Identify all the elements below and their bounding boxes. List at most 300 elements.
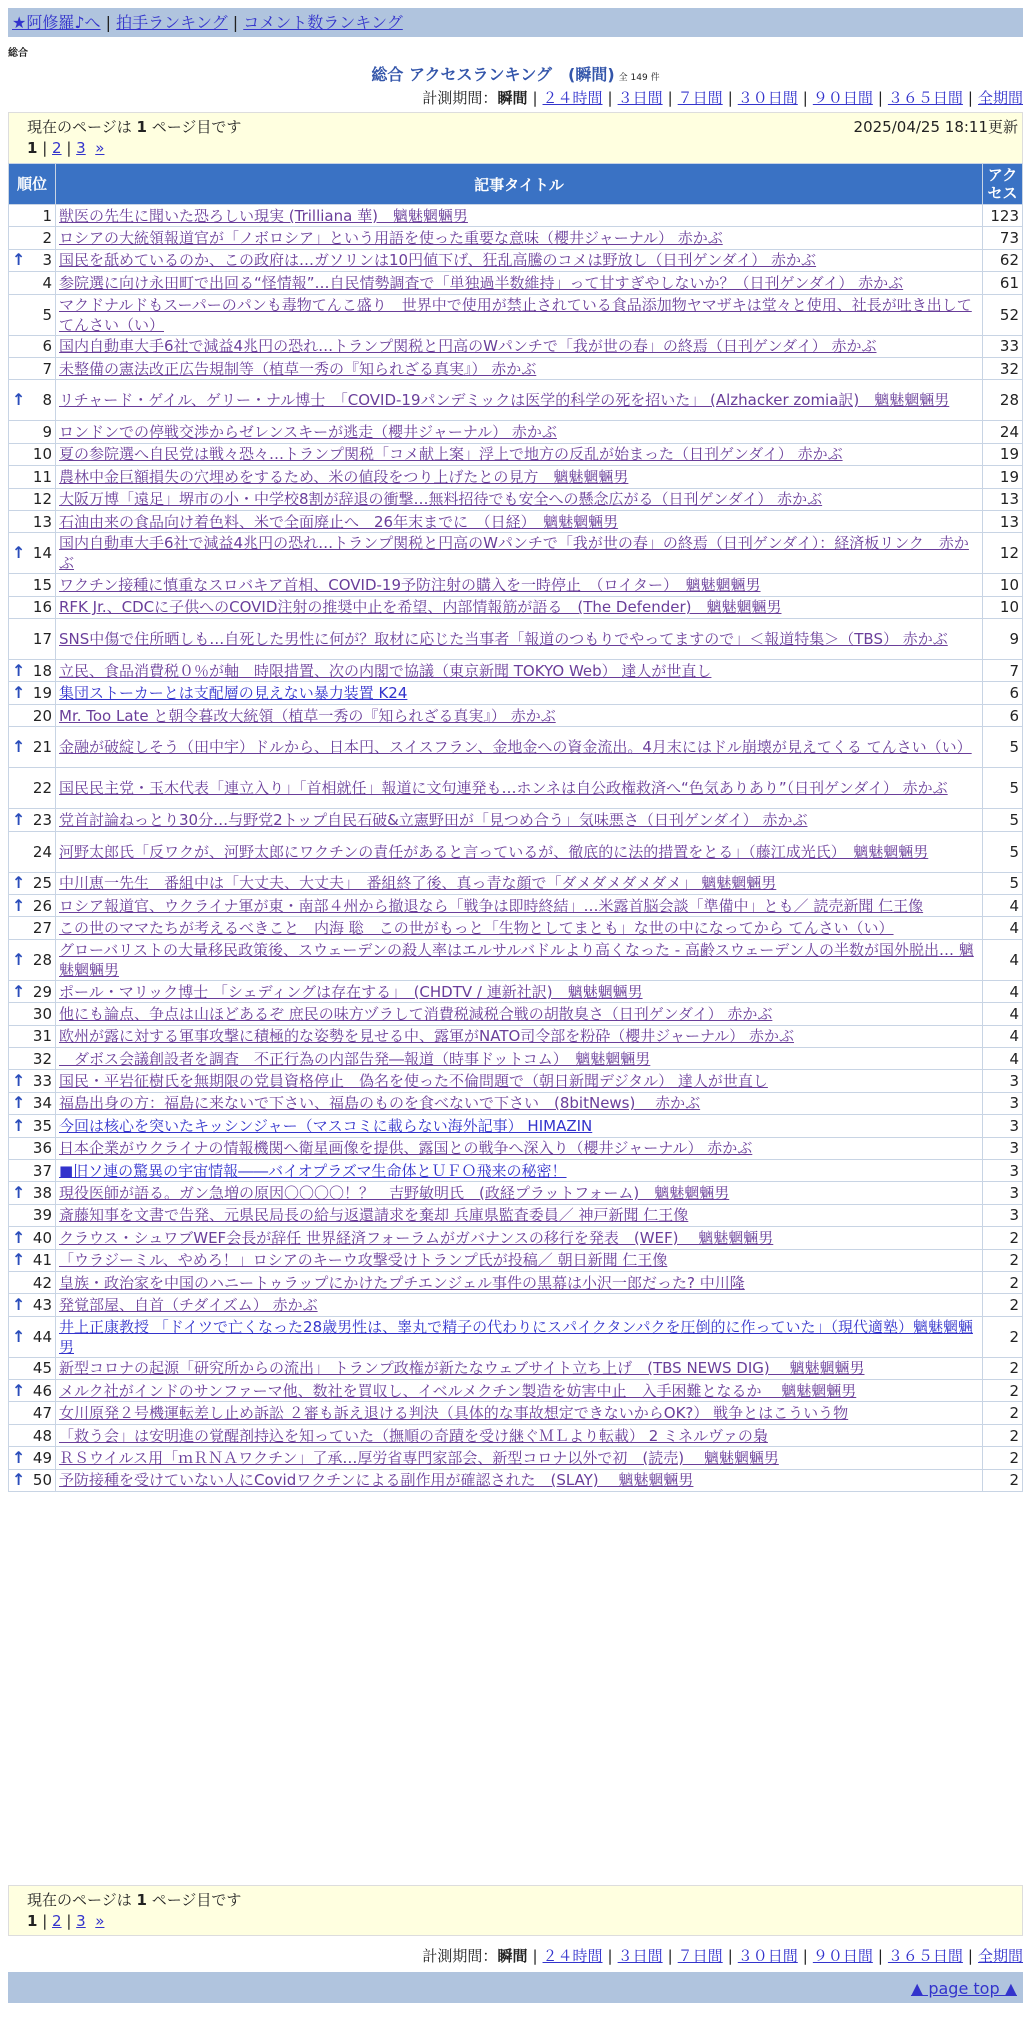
up-arrow-icon: ↑	[12, 949, 26, 969]
pager-link[interactable]: 3	[76, 139, 86, 157]
article-link[interactable]: 農林中金巨額損失の穴埋めをするため、米の値段をつり上げたとの見方 魑魅魍魎男	[59, 467, 629, 486]
access-count: 123	[983, 205, 1023, 227]
article-link[interactable]: 「救う会」は安明進の覚醒剤持込を知っていた（撫順の奇蹟を受け継ぐＭＬより転載） 2 ミネルヴァの梟	[59, 1426, 768, 1445]
up-arrow-icon: ↑	[12, 390, 26, 410]
access-count: 4	[983, 917, 1023, 939]
rank-number: 50	[32, 1471, 52, 1490]
table-row	[9, 249, 1023, 271]
title-cell	[56, 727, 983, 768]
table-row	[9, 872, 1023, 894]
rank-cell	[9, 1115, 56, 1137]
article-link[interactable]: 福島出身の方：福島に来ないで下さい、福島のものを食べないで下さい (8bitNews) 赤かぶ	[59, 1094, 701, 1113]
access-count: 4	[983, 1047, 1023, 1069]
pager-link[interactable]: 2	[52, 1912, 62, 1930]
title-cell	[56, 1025, 983, 1047]
table-row	[9, 205, 1023, 227]
table-row	[9, 488, 1023, 510]
rank-cell	[9, 1249, 56, 1271]
article-link[interactable]: ロンドンでの停戦交渉からゼレンスキーが逃走（櫻井ジャーナル） 赤かぶ	[59, 423, 557, 442]
rank-number: 8	[42, 391, 52, 410]
table-row	[9, 574, 1023, 596]
article-link[interactable]: 国内自動車大手6社で減益4兆円の恐れ…トランプ関税と円高のWパンチで「我が世の春」の終焉（日刊ゲンダイ） 赤かぶ	[59, 337, 877, 356]
period-separator: |	[607, 1947, 613, 1965]
title-cell	[56, 682, 983, 704]
rank-number: 32	[32, 1049, 52, 1068]
table-row	[9, 1047, 1023, 1069]
access-count: 2	[983, 1447, 1023, 1469]
title-cell	[56, 596, 983, 618]
access-count: 2	[983, 1380, 1023, 1402]
table-row	[9, 1115, 1023, 1137]
rank-cell	[9, 727, 56, 768]
up-arrow-icon: ↑	[12, 1071, 26, 1091]
period-separator: |	[877, 1947, 883, 1965]
article-link[interactable]: 大阪万博「遠足」堺市の小・中学校8割が辞退の衝撃…無料招待でも安全への懸念広がる（日刊ゲンダイ） 赤かぶ	[59, 490, 823, 509]
header-title: 記事タイトル	[56, 164, 983, 205]
table-row	[9, 809, 1023, 831]
table-row	[9, 1271, 1023, 1293]
rank-number: 45	[32, 1359, 52, 1378]
rank-number: 36	[32, 1139, 52, 1158]
up-arrow-icon: ↑	[12, 737, 26, 757]
pager-separator: |	[37, 139, 53, 157]
table-row	[9, 1249, 1023, 1271]
rank-cell	[9, 421, 56, 443]
article-link[interactable]: 予防接種を受けていない人にCovidワクチンによる副作用が確認された (SLAY) 魑魅魍魎男	[59, 1471, 694, 1490]
access-count: 19	[983, 466, 1023, 488]
nav-separator: |	[105, 13, 112, 32]
article-link[interactable]: 今回は核心を突いたキッシンジャー（マスコミに載らない海外記事） HIMAZIN	[59, 1116, 593, 1135]
title-cell	[56, 895, 983, 917]
rank-number: 33	[32, 1072, 52, 1091]
title-cell	[56, 917, 983, 939]
access-count: 3	[983, 1115, 1023, 1137]
article-link[interactable]: 国民を舐めているのか、この政府は…ガソリンは10円値下げ、狂乱高騰のコメは野放し（日刊ゲンダイ） 赤かぶ	[59, 251, 817, 270]
title-cell	[56, 1115, 983, 1137]
rank-number: 46	[32, 1381, 52, 1400]
period-option[interactable]: ３６５日間	[887, 89, 963, 107]
table-row	[9, 272, 1023, 294]
table-row	[9, 939, 1023, 980]
title-cell	[56, 1294, 983, 1316]
article-link[interactable]: 国内自動車大手6社で減益4兆円の恐れ…トランプ関税と円高のWパンチで「我が世の春」の終焉（日刊ゲンダイ）：経済板リンク 赤かぶ	[59, 534, 969, 573]
article-link[interactable]: ロシア報道官、ウクライナ軍が東・南部４州から撤退なら「戦争は即時終結」…米露首脳会談「準備中」とも／ 読売新聞 仁王像	[59, 896, 924, 915]
rank-number: 30	[32, 1004, 52, 1023]
rank-cell	[9, 574, 56, 596]
nav-link-asyura[interactable]: ★阿修羅♪へ	[12, 13, 101, 32]
period-separator: |	[667, 1947, 673, 1965]
access-count: 32	[983, 357, 1023, 379]
title-cell	[56, 619, 983, 660]
table-row	[9, 227, 1023, 249]
period-separator: |	[967, 89, 973, 107]
access-count: 24	[983, 421, 1023, 443]
access-count: 61	[983, 272, 1023, 294]
access-count: 73	[983, 227, 1023, 249]
article-link[interactable]: ＲＳウイルス用「ｍＲＮＡワクチン」了承…厚労省専門家部会、新型コロナ以外で初 (読売) 魑魅魍魎男	[59, 1448, 779, 1467]
access-count: 4	[983, 1025, 1023, 1047]
pager-link[interactable]: 2	[52, 139, 62, 157]
access-count: 2	[983, 1271, 1023, 1293]
pager-separator: |	[61, 1912, 77, 1930]
rank-cell	[9, 1070, 56, 1092]
up-arrow-icon: ↑	[12, 895, 26, 915]
rank-cell	[9, 1227, 56, 1249]
table-row	[9, 357, 1023, 379]
title-cell	[56, 205, 983, 227]
rank-number: 22	[32, 779, 52, 798]
access-count: 10	[983, 574, 1023, 596]
access-count: 10	[983, 596, 1023, 618]
title-cell	[56, 809, 983, 831]
title-cell	[56, 1380, 983, 1402]
article-link[interactable]: 他にも論点、争点は山ほどあるぞ 庶民の味方ヅラして消費税減税合戦の胡散臭さ（日刊ゲンダイ） 赤かぶ	[59, 1004, 773, 1023]
article-link[interactable]: 女川原発２号機運転差し止め訴訟 ２審も訴え退ける判決（具体的な事故想定できないからOK?） 戦争とはこういう物	[59, 1404, 849, 1423]
table-row	[9, 596, 1023, 618]
period-option[interactable]: ７日間	[677, 1947, 723, 1965]
article-link[interactable]: ロシアの大統領報道官が「ノボロシア」という用語を使った重要な意味（櫻井ジャーナル） 赤かぶ	[59, 229, 723, 248]
rank-cell	[9, 1469, 56, 1491]
period-separator: |	[607, 89, 613, 107]
article-link[interactable]: 未整備の憲法改正広告規制等（植草一秀の『知られざる真実』） 赤かぶ	[59, 359, 537, 378]
article-link[interactable]: クラウス・シュワブWEF会長が辞任 世界経済フォーラムがガバナンスの移行を発表 (WEF) 魑魅魍魎男	[59, 1228, 774, 1247]
title-cell	[56, 1070, 983, 1092]
article-link[interactable]: 発覚部屋、自首（チダイズム） 赤かぶ	[59, 1295, 318, 1314]
rank-number: 21	[32, 738, 52, 757]
rank-cell	[9, 619, 56, 660]
up-arrow-icon: ↑	[12, 1447, 26, 1467]
period-selector-top	[422, 87, 1023, 108]
article-link[interactable]: 獣医の先生に聞いた恐ろしい現実 (Trilliana 華) 魑魅魍魎男	[59, 206, 468, 225]
rank-cell	[9, 488, 56, 510]
title-cell	[56, 380, 983, 421]
period-option[interactable]: ３０日間	[737, 1947, 798, 1965]
pager-current: 1	[27, 139, 38, 157]
access-count: 6	[983, 704, 1023, 726]
rank-number: 13	[32, 512, 52, 531]
article-link[interactable]: ダボス会議創設者を調査 不正行為の内部告発―報道（時事ドットコム） 魑魅魍魎男	[59, 1049, 651, 1068]
table-row	[9, 1357, 1023, 1379]
table-row	[9, 466, 1023, 488]
title-cell	[56, 939, 983, 980]
access-count: 6	[983, 682, 1023, 704]
access-count: 3	[983, 1204, 1023, 1226]
rank-number: 43	[32, 1295, 52, 1314]
pager-current: 1	[27, 1912, 38, 1930]
table-row	[9, 1182, 1023, 1204]
article-link[interactable]: 夏の参院選へ自民党は戦々恐々…トランプ関税「コメ献上案」浮上で地方の反乱が始まった（日刊ゲンダイ） 赤かぶ	[59, 445, 843, 464]
article-link[interactable]: 集団ストーカーとは支配層の見えない暴力装置 K24	[59, 684, 408, 703]
period-option[interactable]: 全期間	[977, 1947, 1023, 1965]
table-row	[9, 1424, 1023, 1446]
period-option[interactable]: ３６５日間	[887, 1947, 963, 1965]
period-separator: |	[802, 89, 808, 107]
up-arrow-icon: ↑	[12, 1093, 26, 1113]
article-link[interactable]: 現役医師が語る。ガン急増の原因〇〇〇〇！？ 吉野敏明氏 (政経プラットフォーム) 魑魅魍魎男	[59, 1184, 730, 1203]
rank-number: 14	[32, 544, 52, 563]
total-count: 全 149 件	[618, 73, 660, 83]
rank-cell	[9, 917, 56, 939]
period-separator: |	[967, 1947, 973, 1965]
article-link[interactable]: 石油由来の食品向け着色料、米で全面廃止へ 26年末までに （日経） 魑魅魍魎男	[59, 512, 619, 531]
article-link[interactable]: 中川恵一先生 番組中は「大丈夫、大丈夫」 番組終了後、真っ青な顔で「ダメダメダメダメ」 魑魅魍魎男	[59, 874, 777, 893]
table-row	[9, 421, 1023, 443]
rank-number: 26	[32, 896, 52, 915]
up-arrow-icon: ↑	[12, 1294, 26, 1314]
article-link[interactable]: 新型コロナの起源「研究所からの流出」 トランプ政権が新たなウェブサイト立ち上げ (TBS NEWS DIG) 魑魅魍魎男	[59, 1359, 865, 1378]
table-row	[9, 831, 1023, 872]
table-row	[9, 533, 1023, 574]
access-count: 5	[983, 768, 1023, 809]
rank-cell	[9, 205, 56, 227]
table-row	[9, 768, 1023, 809]
period-option[interactable]: ９０日間	[812, 89, 873, 107]
article-link[interactable]: 斎藤知事を文書で告発、元県民局長の給与返還請求を棄却 兵庫県監査委員／ 神戸新聞 仁王像	[59, 1206, 689, 1225]
article-link[interactable]: RFK Jr.、CDCに子供へのCOVID注射の推奨中止を希望、内部情報筋が語る (The Defender) 魑魅魍魎男	[59, 598, 782, 617]
table-row	[9, 1227, 1023, 1249]
access-count: 3	[983, 1137, 1023, 1159]
article-link[interactable]: 井上正康教授 「ドイツで亡くなった28歳男性は、睾丸で精子の代わりにスパイクタンパクを圧倒的に作っていた」（現代適塾）魑魅魍魎男	[59, 1317, 973, 1356]
table-row	[9, 1204, 1023, 1226]
access-count: 33	[983, 335, 1023, 357]
up-arrow-icon: ↑	[12, 250, 26, 270]
title-cell	[56, 1424, 983, 1446]
ranking-title: 総合 アクセスランキング (瞬間)	[371, 65, 615, 84]
table-row	[9, 895, 1023, 917]
article-link[interactable]: メルク社がインドのサンファーマ他、数社を買収し、イベルメクチン製造を妨害中止 入手困難となるか 魑魅魍魎男	[59, 1381, 857, 1400]
rank-cell	[9, 1447, 56, 1469]
rank-cell	[9, 1204, 56, 1226]
title-cell	[56, 1316, 983, 1357]
period-option[interactable]: ３日間	[617, 1947, 663, 1965]
article-link[interactable]: ポール・マリック博士 「シェディングは存在する」 (CHDTV / 連新社訳) 魑魅魍魎男	[59, 982, 643, 1001]
rank-cell	[9, 1402, 56, 1424]
rank-cell	[9, 466, 56, 488]
up-arrow-icon: ↑	[12, 543, 26, 563]
article-link[interactable]: 金融が破綻しそう（田中宇）ドルから、日本円、スイスフラン、金地金への資金流出。4月末にはドル崩壊が見えてくる てんさい（い）	[59, 738, 972, 757]
article-link[interactable]: グローバリストの大量移民政策後、スウェーデンの殺人率はエルサルバドルより高くなった - 高齢スウェーデン人の半数が国外脱出… 魑魅魍魎男	[59, 940, 974, 979]
access-count: 2	[983, 1227, 1023, 1249]
rank-cell	[9, 227, 56, 249]
access-count: 2	[983, 1294, 1023, 1316]
rank-number: 12	[32, 490, 52, 509]
article-link[interactable]: 欧州が露に対する軍事攻撃に積極的な姿勢を見せる中、露軍がNATO司令部を粉砕（櫻井ジャーナル） 赤かぶ	[59, 1027, 795, 1046]
pager-link[interactable]: 3	[76, 1912, 86, 1930]
access-count: 7	[983, 660, 1023, 682]
rank-cell	[9, 939, 56, 980]
period-option[interactable]: ３０日間	[737, 89, 798, 107]
title-cell	[56, 294, 983, 335]
pager-next[interactable]: »	[95, 139, 105, 157]
rank-number: 38	[32, 1184, 52, 1203]
article-link[interactable]: この世のママたちが考えるべきこと 内海 聡 この世がもっと「生物としてまとも」な世の中になってから てんさい（い）	[59, 919, 894, 938]
access-count: 3	[983, 1092, 1023, 1114]
rank-number: 28	[32, 950, 52, 969]
period-option[interactable]: ３日間	[617, 89, 663, 107]
rank-number: 3	[42, 251, 52, 270]
title-cell	[56, 872, 983, 894]
rank-cell	[9, 294, 56, 335]
up-arrow-icon: ↑	[12, 1470, 26, 1490]
table-row	[9, 1025, 1023, 1047]
access-count: 5	[983, 727, 1023, 768]
title-cell	[56, 488, 983, 510]
rank-cell	[9, 980, 56, 1002]
access-count: 52	[983, 294, 1023, 335]
article-link[interactable]: 皇族・政治家を中国のハニートゥラップにかけたプチエンジェル事件の黒幕は小沢一郎だった? 中川隆	[59, 1273, 745, 1292]
title-cell	[56, 660, 983, 682]
pager-spacer	[86, 139, 96, 157]
pager-next[interactable]: »	[95, 1912, 105, 1930]
title-cell	[56, 1271, 983, 1293]
rank-number: 16	[32, 598, 52, 617]
current-page-info: 現在のページは 1 ページ目です	[27, 1891, 242, 1909]
rank-number: 19	[32, 684, 52, 703]
article-link[interactable]: リチャード・ゲイル、ゲリー・ナル博士 「COVID-19パンデミックは医学的科学の死を招いた」 (Alzhacker zomia訳) 魑魅魍魎男	[59, 391, 950, 410]
period-label: 計測期間：	[422, 89, 498, 107]
rank-number: 37	[32, 1161, 52, 1180]
article-link[interactable]: 立民、食品消費税０％が軸 時限措置、次の内閣で協議（東京新聞 TOKYO Web） 達人が世直し	[59, 661, 712, 680]
table-row	[9, 1380, 1023, 1402]
title-cell	[56, 1357, 983, 1379]
period-separator: |	[532, 89, 538, 107]
title-cell	[56, 227, 983, 249]
up-arrow-icon: ↑	[12, 683, 26, 703]
access-count: 3	[983, 1070, 1023, 1092]
rank-number: 10	[32, 445, 52, 464]
access-count: 62	[983, 249, 1023, 271]
up-arrow-icon: ↑	[12, 1326, 26, 1346]
rank-cell	[9, 1294, 56, 1316]
access-count: 5	[983, 809, 1023, 831]
up-arrow-icon: ↑	[12, 873, 26, 893]
access-count: 4	[983, 939, 1023, 980]
access-count: 2	[983, 1249, 1023, 1271]
table-row	[9, 619, 1023, 660]
access-count: 12	[983, 533, 1023, 574]
period-option[interactable]: ２４時間	[542, 89, 603, 107]
rank-number: 15	[32, 575, 52, 594]
article-link[interactable]: 国民・平岩征樹氏を無期限の党員資格停止 偽名を使った不倫問題で（朝日新聞デジタル） 達人が世直し	[59, 1072, 768, 1091]
title-cell	[56, 1469, 983, 1491]
title-cell	[56, 1182, 983, 1204]
article-link[interactable]: 国民民主党・玉木代表「連立入り」「首相就任」報道に文句連発も…ホンネは自公政権救済へ“色気ありあり”（日刊ゲンダイ） 赤かぶ	[59, 779, 948, 798]
pager-top	[27, 139, 104, 157]
table-row	[9, 1402, 1023, 1424]
current-page-info: 現在のページは 1 ページ目です	[27, 118, 242, 136]
up-arrow-icon: ↑	[12, 660, 26, 680]
title-cell	[56, 831, 983, 872]
access-count: 4	[983, 980, 1023, 1002]
table-row	[9, 1469, 1023, 1491]
rank-cell	[9, 768, 56, 809]
article-link[interactable]: Mr. Too Late と朝令暮改大統領（植草一秀の『知られざる真実』） 赤かぶ	[59, 706, 556, 725]
title-cell	[56, 510, 983, 532]
article-link[interactable]: 日本企業がウクライナの情報機関へ衛星画像を提供、露国との戦争へ深入り（櫻井ジャーナル） 赤かぶ	[59, 1139, 753, 1158]
rank-cell	[9, 1424, 56, 1446]
page-top-link[interactable]: ▲ page top ▲	[910, 1979, 1017, 1998]
article-link[interactable]: 河野太郎氏「反ワクが、河野太郎にワクチンの責任があると言っているが、徹底的に法的措置をとる」（藤江成光氏） 魑魅魍魎男	[59, 842, 929, 861]
period-selector-bottom	[422, 1945, 1023, 1966]
title-cell	[56, 335, 983, 357]
title-cell	[56, 1003, 983, 1025]
rank-cell	[9, 872, 56, 894]
rank-cell	[9, 1316, 56, 1357]
article-link[interactable]: SNS中傷で住所晒しも…自死した男性に何が？取材に応じた当事者「報道のつもりでやってますので」＜報道特集＞（TBS） 赤かぶ	[59, 630, 948, 649]
table-row	[9, 704, 1023, 726]
table-row	[9, 1447, 1023, 1469]
footer-bar	[8, 1972, 1023, 2003]
rank-cell	[9, 704, 56, 726]
title-cell	[56, 1204, 983, 1226]
nav-link-comment-ranking[interactable]: コメント数ランキング	[243, 13, 403, 32]
rank-cell	[9, 380, 56, 421]
table-row	[9, 660, 1023, 682]
page-info-box-top	[8, 112, 1023, 165]
nav-link-applause-ranking[interactable]: 拍手ランキング	[116, 13, 228, 32]
pager-separator: |	[61, 139, 77, 157]
article-link[interactable]: 「ウラジーミル、やめろ！」ロシアのキーウ攻撃受けトランプ氏が投稿／ 朝日新聞 仁王像	[59, 1251, 668, 1270]
article-link[interactable]: ■旧ソ連の驚異の宇宙情報――バイオプラズマ生命体とＵＦＯ飛来の秘密！	[59, 1161, 567, 1180]
title-cell	[56, 1447, 983, 1469]
table-row	[9, 1070, 1023, 1092]
rank-cell	[9, 443, 56, 465]
up-arrow-icon: ↑	[12, 1227, 26, 1247]
up-arrow-icon: ↑	[12, 1250, 26, 1270]
rank-number: 35	[32, 1116, 52, 1135]
up-arrow-icon: ↑	[12, 809, 26, 829]
article-link[interactable]: 党首討論ねっとり30分…与野党2トップ自民石破&立憲野田が「見つめ合う」気味悪さ（日刊ゲンダイ） 赤かぶ	[59, 810, 808, 829]
title-cell	[56, 1227, 983, 1249]
period-separator: |	[532, 1947, 538, 1965]
title-cell	[56, 1159, 983, 1181]
period-option[interactable]: ２４時間	[542, 1947, 603, 1965]
rank-number: 20	[32, 706, 52, 725]
period-option[interactable]: ７日間	[677, 89, 723, 107]
rank-number: 23	[32, 810, 52, 829]
period-separator: |	[802, 1947, 808, 1965]
title-cell	[56, 1137, 983, 1159]
article-link[interactable]: マクドナルドもスーパーのパンも毒物てんこ盛り 世界中で使用が禁止されている食品添加物ヤマザキは堂々と使用、社長が吐き出して てんさい（い）	[59, 295, 972, 334]
rank-number: 4	[42, 273, 52, 292]
rank-number: 48	[32, 1426, 52, 1445]
rank-number: 29	[32, 982, 52, 1001]
rank-cell	[9, 1047, 56, 1069]
article-link[interactable]: 参院選に向け永田町で出回る“怪情報”…自民情勢調査で「単独過半数維持」って甘すぎやしないか？（日刊ゲンダイ） 赤かぶ	[59, 273, 904, 292]
period-current: 瞬間	[497, 1947, 528, 1965]
title-cell	[56, 1402, 983, 1424]
category-tag: 総合	[8, 48, 28, 59]
rank-cell	[9, 1182, 56, 1204]
article-link[interactable]: ワクチン接種に慎重なスロバキア首相、COVID-19予防注射の購入を一時停止 （ロイター） 魑魅魍魎男	[59, 575, 761, 594]
rank-cell	[9, 272, 56, 294]
period-option[interactable]: ９０日間	[812, 1947, 873, 1965]
rank-number: 49	[32, 1448, 52, 1467]
rank-number: 31	[32, 1027, 52, 1046]
period-separator: |	[667, 89, 673, 107]
title-cell	[56, 1047, 983, 1069]
title-cell	[56, 272, 983, 294]
rank-number: 41	[32, 1251, 52, 1270]
period-option[interactable]: 全期間	[977, 89, 1023, 107]
up-arrow-icon: ↑	[12, 1183, 26, 1203]
access-count: 2	[983, 1424, 1023, 1446]
rank-cell	[9, 682, 56, 704]
access-count: 28	[983, 380, 1023, 421]
rank-cell	[9, 596, 56, 618]
access-count: 2	[983, 1316, 1023, 1357]
access-count: 13	[983, 488, 1023, 510]
